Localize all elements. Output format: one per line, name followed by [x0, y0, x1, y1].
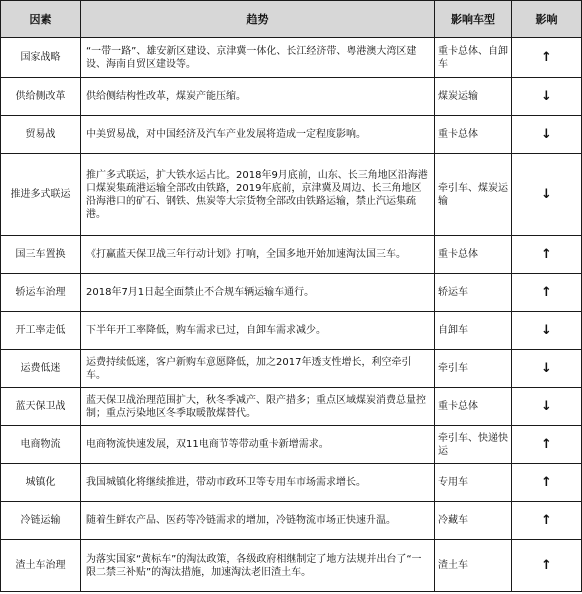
factor-cell: 轿运车治理 — [1, 274, 81, 312]
table-row — [1, 312, 582, 350]
factor-cell: 蓝天保卫战 — [1, 388, 81, 426]
table-row — [1, 236, 582, 274]
trend-cell: 2018年7月1日起全面禁止不合规车辆运输车通行。 — [81, 274, 435, 312]
table-row — [1, 540, 582, 592]
impact-arrow: ↓ — [512, 312, 582, 350]
impact-arrow: ↑ — [512, 464, 582, 502]
impact-arrow: ↑ — [512, 236, 582, 274]
factor-cell: 冷链运输 — [1, 502, 81, 540]
vehicle-type-cell: 专用车 — [435, 464, 512, 502]
table-row — [1, 274, 582, 312]
table-row — [1, 426, 582, 464]
vehicle-type-cell: 牵引车、煤炭运输 — [435, 154, 512, 236]
table-row — [1, 154, 582, 236]
trend-cell: 推广多式联运，扩大铁水运占比。2018年9月底前，山东、长三角地区沿海港口煤炭集疏港运输全部改由铁路，2019年底前，京津冀及周边、长三角地区沿海港口的矿石、钢铁、焦炭等大宗货物全部改由铁路运输，禁止汽运集疏港。 — [81, 154, 435, 236]
trend-cell: 供给侧结构性改革，煤炭产能压缩。 — [81, 78, 435, 116]
trend-cell: 随着生鲜农产品、医药等冷链需求的增加，冷链物流市场正快速升温。 — [81, 502, 435, 540]
impact-arrow: ↓ — [512, 388, 582, 426]
vehicle-type-cell: 轿运车 — [435, 274, 512, 312]
vehicle-type-cell: 自卸车 — [435, 312, 512, 350]
table-row — [1, 464, 582, 502]
factor-cell: 贸易战 — [1, 116, 81, 154]
trend-cell: 蓝天保卫战治理范围扩大，秋冬季减产、限产措多；重点区域煤炭消费总量控制；重点污染地区冬季取暖散煤替代。 — [81, 388, 435, 426]
factor-cell: 国三车置换 — [1, 236, 81, 274]
trend-cell: 运费持续低迷，客户新购车意愿降低，加之2017年透支性增长，利空牵引车。 — [81, 350, 435, 388]
trend-cell: 电商物流快速发展，双11电商节等带动重卡新增需求。 — [81, 426, 435, 464]
impact-arrow: ↑ — [512, 426, 582, 464]
impact-arrow: ↑ — [512, 274, 582, 312]
factor-cell: 运费低迷 — [1, 350, 81, 388]
trend-cell: 中美贸易战，对中国经济及汽车产业发展将造成一定程度影响。 — [81, 116, 435, 154]
impact-arrow: ↑ — [512, 502, 582, 540]
header-trend: 趋势 — [81, 1, 435, 38]
table-row — [1, 78, 582, 116]
impact-arrow: ↑ — [512, 38, 582, 78]
vehicle-type-cell: 渣土车 — [435, 540, 512, 592]
factor-cell: 国家战略 — [1, 38, 81, 78]
vehicle-type-cell: 冷藏车 — [435, 502, 512, 540]
header-vehicle-type: 影响车型 — [435, 1, 512, 38]
header-factor: 因素 — [1, 1, 81, 38]
vehicle-type-cell: 牵引车 — [435, 350, 512, 388]
trend-cell: “一带一路”、雄安新区建设、京津冀一体化、长江经济带、粤港澳大湾区建设、海南自贸区建设等。 — [81, 38, 435, 78]
trend-cell: 为落实国家“黄标车”的淘汰政策，各级政府相继制定了地方法规并出台了“一限二禁三补贴”的淘汰措施，加速淘汰老旧渣土车。 — [81, 540, 435, 592]
trend-cell: 我国城镇化将继续推进，带动市政环卫等专用车市场需求增长。 — [81, 464, 435, 502]
vehicle-type-cell: 重卡总体 — [435, 388, 512, 426]
factor-cell: 渣土车治理 — [1, 540, 81, 592]
table-row — [1, 350, 582, 388]
trend-cell: 《打赢蓝天保卫战三年行动计划》打响，全国多地开始加速淘汰国三车。 — [81, 236, 435, 274]
impact-arrow: ↓ — [512, 154, 582, 236]
header-row — [1, 1, 582, 38]
trend-cell: 下半年开工率降低，购车需求已过，自卸车需求减少。 — [81, 312, 435, 350]
factor-cell: 城镇化 — [1, 464, 81, 502]
table-row — [1, 116, 582, 154]
vehicle-type-cell: 牵引车、快递快运 — [435, 426, 512, 464]
impact-arrow: ↓ — [512, 116, 582, 154]
table-row — [1, 502, 582, 540]
vehicle-type-cell: 重卡总体 — [435, 236, 512, 274]
table-row — [1, 38, 582, 78]
factor-cell: 开工率走低 — [1, 312, 81, 350]
impact-arrow: ↓ — [512, 350, 582, 388]
table-row — [1, 388, 582, 426]
impact-arrow: ↑ — [512, 540, 582, 592]
factor-cell: 推进多式联运 — [1, 154, 81, 236]
factor-cell: 电商物流 — [1, 426, 81, 464]
impact-arrow: ↓ — [512, 78, 582, 116]
vehicle-type-cell: 重卡总体 — [435, 116, 512, 154]
vehicle-type-cell: 重卡总体、自卸车 — [435, 38, 512, 78]
header-impact: 影响 — [512, 1, 582, 38]
vehicle-type-cell: 煤炭运输 — [435, 78, 512, 116]
factor-cell: 供给侧改革 — [1, 78, 81, 116]
